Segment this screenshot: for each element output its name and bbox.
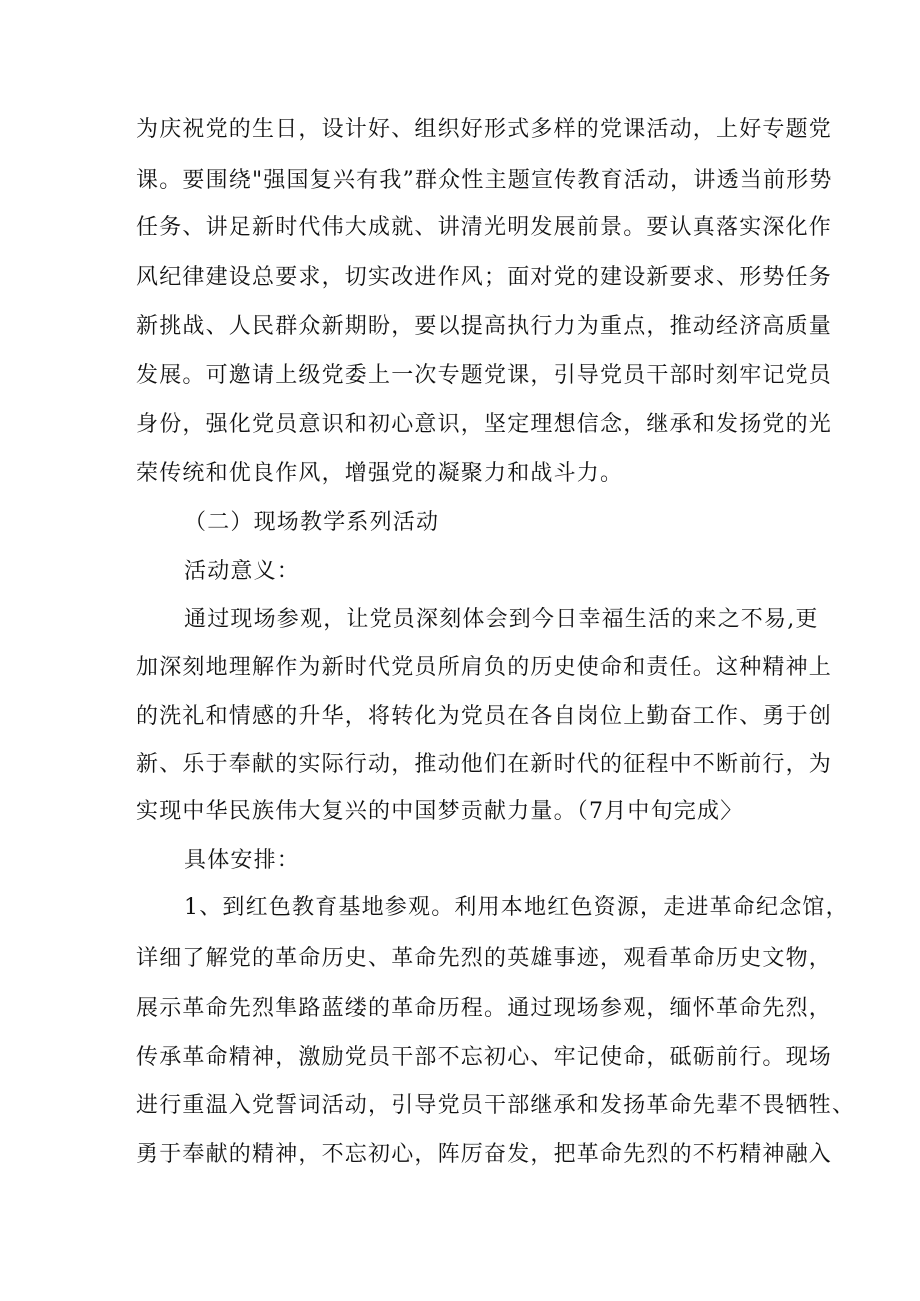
paragraph-1-line-7: 身份，强化党员意识和初心意识，坚定理想信念，继承和发扬党的光 [136, 412, 833, 437]
paragraph-3-line-3: 展示革命先烈隼路蓝缕的革命历程。通过现场参观，缅怀革命先烈， [136, 996, 833, 1021]
paragraph-3-line-2: 详细了解党的革命历史、革命先烈的英雄事迹，观看革命历史文物， [136, 946, 833, 971]
paragraph-1-line-2: 课。要围绕"强国复兴有我”群众性主题宣传教育活动，讲透当前形势 [136, 168, 833, 193]
paragraph-1-line-3: 任务、讲足新时代伟大成就、讲清光明发展前景。要认真落实深化作 [136, 215, 833, 240]
significance-label: 活动意义： [184, 559, 301, 584]
paragraph-1-line-6: 发展。可邀请上级党委上一次专题党课，引导党员干部时刻牢记党员 [136, 363, 833, 388]
paragraph-1-line-5: 新挑战、人民群众新期盼，要以提高执行力为重点，推动经济高质量 [136, 314, 833, 339]
paragraph-3-line-6: 勇于奉献的精神，不忘初心，阵厉奋发，把革命先烈的不朽精神融入 [136, 1142, 833, 1167]
paragraph-2-line-4: 新、乐于奉献的实际行动，推动他们在新时代的征程中不断前行，为 [136, 752, 833, 777]
paragraph-2-line-5: 实现中华民族伟大复兴的中国梦贡献力量。（7月中旬完成〉 [136, 799, 744, 824]
paragraph-1-line-8: 荣传统和优良作风，增强党的凝聚力和战斗力。 [136, 461, 624, 486]
paragraph-3-line-1: 1、到红色教育基地参观。利用本地红色资源，走进革命纪念馆， [184, 895, 849, 920]
section-heading: （二）现场教学系列活动 [184, 510, 440, 535]
arrangement-label: 具体安排： [184, 848, 301, 873]
paragraph-1-line-1: 为庆祝党的生日，设计好、组织好形式多样的党课活动，上好专题党 [136, 117, 833, 142]
paragraph-2-line-3: 的洗礼和情感的升华，将转化为党员在各自岗位上勤奋工作、勇于创 [136, 704, 833, 729]
paragraph-3-line-4: 传承革命精神，激励党员干部不忘初心、牢记使命，砥砺前行。现场 [136, 1045, 833, 1070]
paragraph-3-line-5: 进行重温入党誓词活动，引导党员干部继承和发扬革命先辈不畏牺牲、 [136, 1093, 856, 1118]
paragraph-2-line-2: 加深刻地理解作为新时代党员所肩负的历史使命和责任。这种精神上 [136, 655, 833, 680]
paragraph-2-line-1: 通过现场参观，让党员深刻体会到今日幸福生活的来之不易,更 [184, 607, 819, 632]
paragraph-1-line-4: 风纪律建设总要求，切实改进作风；面对党的建设新要求、形势任务 [136, 265, 833, 290]
